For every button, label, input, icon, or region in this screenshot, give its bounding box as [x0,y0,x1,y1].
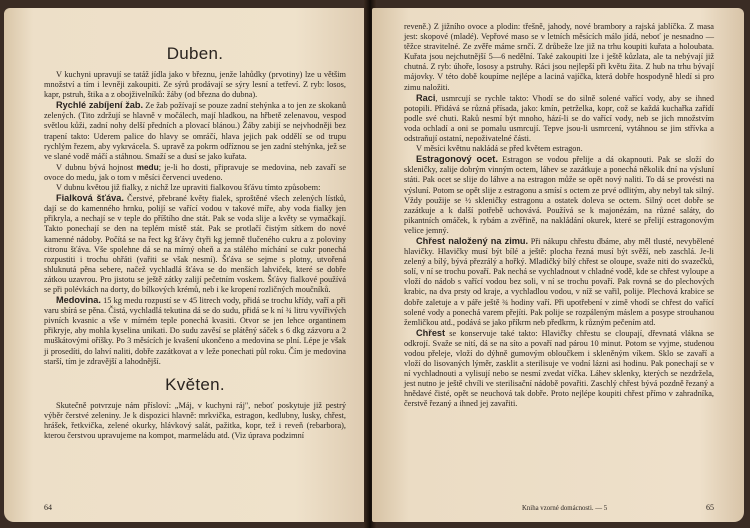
honey-text-2: ; je-li ho dosti, připravuje se medovina, neb zavaří se ovoce do medu, jak o tom v měsíci červenci uvedeno. [44,162,346,182]
left-page [4,8,368,522]
intro-paragraph: V kuchyni upravují se tatáž jídla jako v březnu, jenže lahůdky (prvotiny) lze u většim množství a tím i levněji zakoupiti. Ze sýrů prodávají se sýry lesní a tetřeví. Z ryb: losos, kapr, pstruh, štika a z obojživelníků: žáby (od března do dubna). [44,70,346,100]
mead-text: 15 kg medu rozpustí se v 45 litrech vody, přidá se trochu křídy, vaří a při varu sbírá se pěna. Čistá, vychladlá tekutina dá se do sudu, přidá se k ní ¾ litru vyvířivých pivních kvasnic a vše v mírném teple ponechá kvasiti. Otvor se jen lehce organtinem přikryje, aby mohla kyselina unikati. Do sudu zavěsí se plátěný sáček s 6 dkg zázvoru a 2 muškátovými oříšky. Po 3 měsících je kvašení ukončeno a medovina se plní. Lépe je však ji prosedíti, do lahví naliti, dobře zazátkovat a v leže ponechati půl roku. Čím je medovina starší, tím je zdravější a lahodnější. [44,296,346,366]
page-number-right: 65 [706,503,714,512]
tarragon-paragraph [404,154,714,236]
may-paragraph: Skutečně potvrzuje nám přísloví: „Máj, v kuchyni ráj", neboť poskytuje již pestrý výběr čerstvé zeleniny. Je k dispozici hlavně: mrkvička, estragon, kedlubny, lusky, chřest, hrášek, řetkvička, zelené okurky, hlávkový salát, pažitka, kopr, tež i reveň (rebarbora), kterou čerstvou upravujeme na kompot, marmeládu atd. (Viz úprava podzimní [44,400,346,440]
honey-paragraph [44,162,346,183]
frogs-title: Rychlé zabíjení žab. [56,100,144,111]
violet-title: Fialková šťáva. [56,193,124,204]
asparagus2-title: Chřest [416,327,446,338]
honey-word: medu [136,161,159,172]
crayfish-paragraph [404,93,714,144]
tarragon-title: Estragonový ocet. [416,154,498,165]
frogs-text: Ze žab požívají se pouze zadní stehýnka a to jen ze skokanů zelených. (Tito zdržují se hlavně v močálech, mají hladkou, na hřbetě zelenavou, vespod světlou kůži, zadní nohy delší předních a plovací blánou.) Žáby zabijí se nejvhodněji bez trapení takto: Uderem palice do hlavy se omráčí, hlava jejich pak oddělí se od trupu rychlým řezem, aby vykrvácela. S. upravě za pokrm odříznou se jen zadní stehýnka, jež se ve slané vodě máčí a stáhnou. Smaží se a dusí se jako kuřata. [44,101,347,161]
right-page [372,8,744,522]
heading-kveten: Květen. [165,374,225,394]
mead-paragraph [44,295,346,367]
asparagus-title: Chřest naložený na zimu. [416,235,529,246]
asparagus2-paragraph [404,328,714,410]
violet-text: Čerstvé, přebrané květy fialek, sproštěné všech zelených lístků, dají se do kamenného hrnku, polijí se vařící vodou v takové míře, aby voda fialky jen přikryla, a nechají se v teple do příštího dne stát. Pak se voda slije a květy se vymačkají. Takto ponechají se den na teplém místě stát. Pak se protlačí čistým sítkem do nové kamenné nádoby. Počítá se na řect kg šťávy čtyři kg jemně tlučeného cukru a z poloviny citronu šťáva. Vše spolehne dá se na mírný oheň a za stálého míchání se cukr ponechá rozpustiti i trochu ohřáti (vařiti se však nesmí). Šťáva se sejme s plotny, utvořená shluknutá pěna sebere, načež vychladlá šťáva se do menších lahviček, které se dobře zátkou uzavrou. Pro jistotu se ještě zátky zalijí pečetním voskem. Šťávy fialkové používá se při polévkách na dorty, do bílkových krémů, neb i ke kropení rozličných moučníků. [44,194,347,294]
asparagus2-text: se konservuje také takto: Hlavičky chřestu se cloupají, dřevnatá vlákna se odkrojí. Svaže se nití, dá se na síto a povaří nad párou 10 minut. Potom se vyjme, studenou vodou přeleje, vloží do dýhně gumovým obloučkem i skleněným víkem. Sklo se zavaří a vloží do lisovaných lýměr, zasklit a sterilisuje ve vodní lázni asi hodinu. Pak ponechají se v ní vychladnouti a vylisují nebo se nesmí zvedat víčka. Láhev sklenky, kterých se nezdržela, jest nutno je ještě chvíli ve sterilisační nádobě povařiti. Zaschlý chřest bývá pozdně řezaný a hnědavé čisté, opět se neuchová tak dobře. Proto nejlépe koupiti chřest přímo v zahradníka, čerstvě řezaný a ihned jej zavařiti. [404,328,714,409]
tarragon-text: Estragon se vodou přelije a dá okapnouti. Pak se složí do skleničky, zalije dobrým vinným octem, láhev se zazátkuje a ponechá několik dní na výsluní státi. Pak ocet se slije do láhve a na estragon může se opět nový naliti. To dá se provésti na výsluní. Potom se opět slije z estragonu a smísí s octem ze prvé odlitým, aby nebyl tak silný. Vždy použije se ½ skleničky estragonu a ostatek doleva se octem. Silný ocet dobře se zazátkuje a k další potřebě uchovává. Používá se k majonézám, na různé saláty, do pikantních omáček, k rybám a zvěřině, na nakládání okurek, které se přelijí estragonovým velice jemný. [404,155,714,235]
continued-paragraph: reveně.) Z jižního ovoce a plodin: třešně, jahody, nové brambory a rajská jablíčka. Z masa jest: skopové (mladé). Vepřové maso se v letních měsících málo jídá, neboť je nesnadno — těžce stravitelné. Ze zvěře máme srnčí. Z drůbeže lze již na trhu koupiti kuřata a holoubata. Kuřata jsou nejchutnější 5—6 nedělní. Také zakoupiti lze i ještě kůzlata, ale ta nebývají již chutná. Z ryb: úhoře, lososy a pstruhy. Ráci jsou nejlepší při květu žita. Z hub na trhu bývají májovky. V této době koupíme nejlépe a laciná vajíčka, která dobře hospodyně hledí si pro zimu naložiti. [404,22,714,92]
frogs-paragraph [44,100,346,162]
crayfish-text: , usmrcují se rychle takto: Vhodí se do silně solené vařící vody, aby se ihned potopili. Přidává se různá přísada, jako: kmín, petrželka, kopr, což se každá kuchařka zařídí podle své chuti. Raků nesmí být mnoho, hází-li se do vařící vody, neb se jich množstvím voda ochladí a oni se pomalu usmrcují. Tepve jsou-li usmrcení, vytáhnou se jim střívka a odstraňují ostatní, nepoživatelné části. [404,93,714,144]
asparagus-paragraph [404,236,714,328]
footer-note: Kniha vzorné domácnosti. — 5 [522,505,608,512]
mead-title: Medovina. [56,295,101,306]
crayfish-title: Raci [416,92,436,103]
violet-paragraph [44,193,346,295]
honey-text-1: V dubnu bývá hojnost [56,162,137,172]
page-number-left: 64 [44,503,52,512]
crayfish-may: V měsíci květnu nakládá se před květem estragon. [416,144,583,154]
asparagus-text: Při nákupu chřestu dbáme, aby měl tlusté, nevybělené hlavičky. Hlavičky musí být bílé a ještě: plocha řezná musí být svěží, neb zaschlá. Je-li zelený a bílý, bývá přezrálý a hořký. Mladičký bílý chřest se oloupe, svaže niti do svazečků, solí, v ní se trochu povaří. Pak nechá se vychladnout v chladné vodě, kde se chřest vyloupe a vloží do nádob s vařící vodou bez soli, v ní se trochu povaří. Pak rovná se do plechových krabic, na dva prsty od kraje, a vychladlou vodou, v níž se vařil, polije. Plechová krabice se dobře zaletuje a v páře ještě ¾ hodiny vaří. Při upotřebení v zimě vhodí se chřest do vařící solené vody a ponechá varem přejíti. Pak polije se rozpáleným máslem a posype strouhanou žemličkou atd., podává se jako příkrm neb předkrm, k různým pečením atd. [404,236,714,327]
heading-duben: Duben. [166,44,224,63]
violets-intro: V dubnu květou již fialky, z nichž lze upraviti fialkovou šťávu tímto způsobem: [56,183,321,193]
